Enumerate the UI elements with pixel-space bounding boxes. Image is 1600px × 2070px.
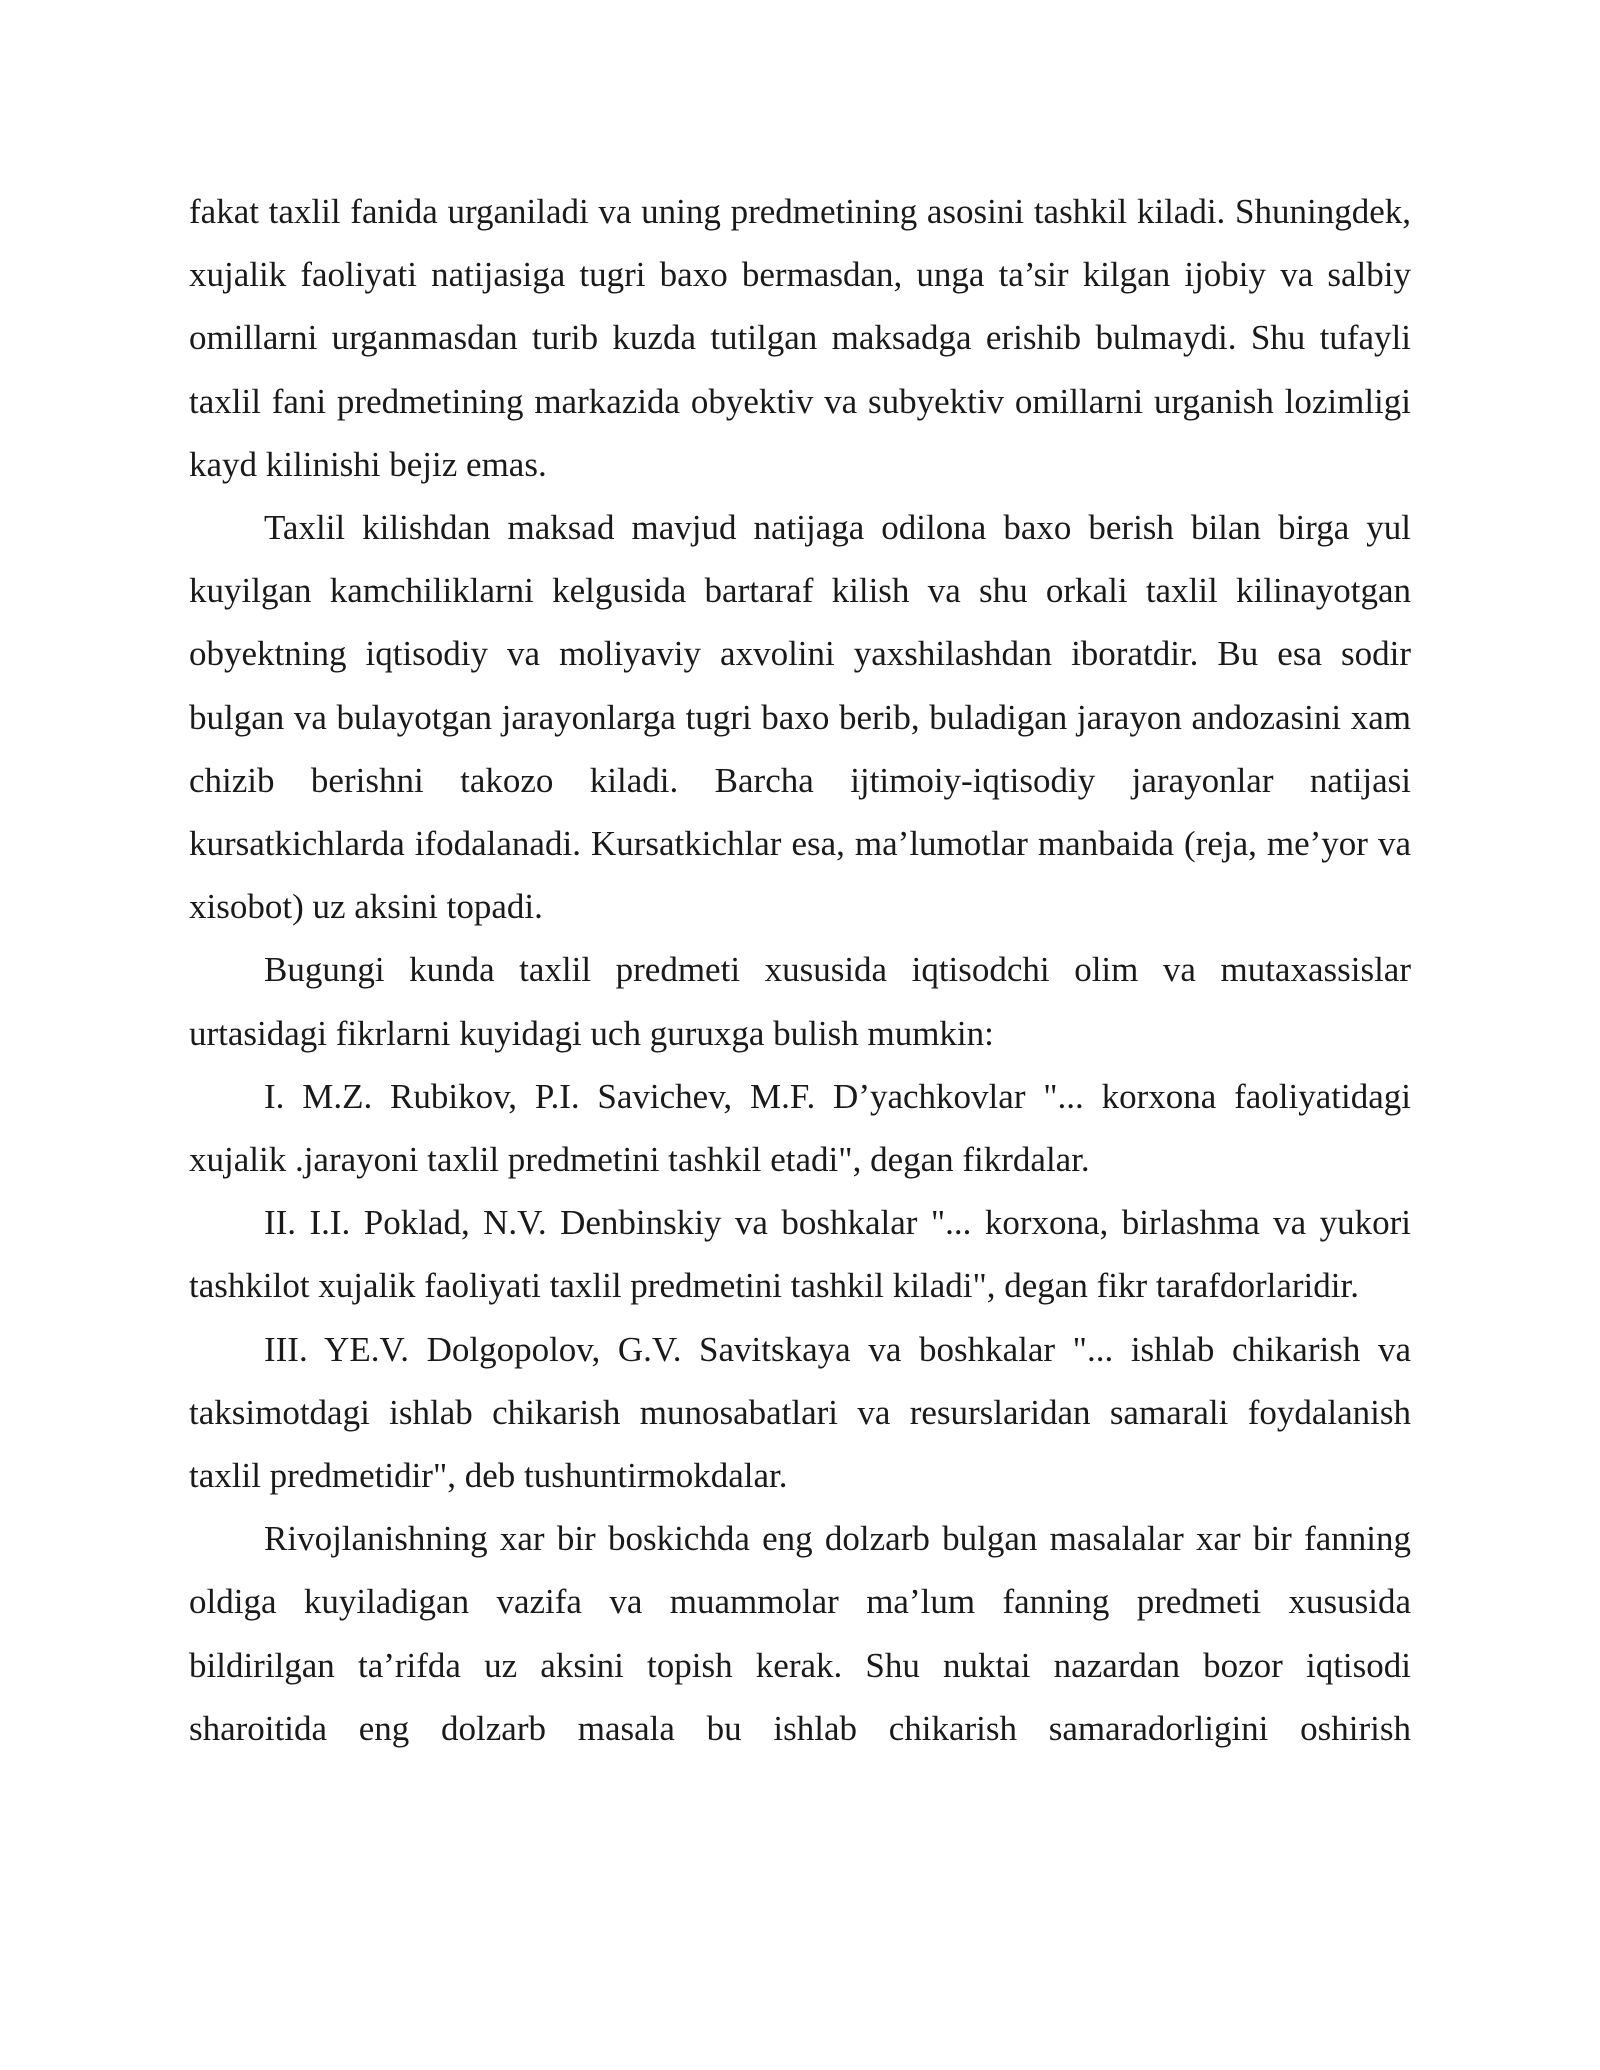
paragraph-group-two: II. I.I. Poklad, N.V. Denbinskiy va boshkalar "... korxona, birlashma va yukori tashkilot xujalik faoliyati taxlil predmetini tashkil kiladi", degan fikr tarafdorlaridir. bbox=[189, 1203, 1411, 1306]
paragraph-group-three: III. YE.V. Dolgopolov, G.V. Savitskaya va boshkalar "... ishlab chikarish va taksimotdagi ishlab chikarish munosabatlari va resurslaridan samarali foydalanish taxlil predmetidir", deb tushuntirmokdalar. bbox=[189, 1329, 1411, 1496]
paragraph-group-one: I. M.Z. Rubikov, P.I. Savichev, M.F. D’yachkovlar "... korxona faoliyatidagi xujalik .jarayoni taxlil predmetini tashkil etadi", degan fikrdalar. bbox=[189, 1076, 1411, 1180]
paragraph-analysis-goal: Taxlil kilishdan maksad mavjud natijaga odilona baxo berish bilan birga yul kuyilgan kamchiliklarni kelgusida bartaraf kilish va shu orkali taxlil kilinayotgan obyektning iqtisodiy va moliyaviy axvolini yaxshilashdan iboratdir. Bu esa sodir bulgan va bulayotgan jarayonlarga tugri baxo berib, buladigan jarayon andozasini xam chizib berishni takozo kiladi. Barcha ijtimoiy-iqtisodiy jarayonlar natijasi kursatkichlarda ifodalanadi. Kursatkichlar esa, ma’lumotlar manbaida (reja, me’yor va xisobot) uz aksini topadi. bbox=[189, 508, 1411, 927]
paragraph-opinion-groups: Bugungi kunda taxlil predmeti xususida iqtisodchi olim va mutaxassislar urtasidagi fikrlarni kuyidagi uch guruxga bulish mumkin: bbox=[189, 950, 1411, 1053]
paragraph-continued: fakat taxlil fanida urganiladi va uning predmetining asosini tashkil kiladi. Shuningdek, xujalik faoliyati natijasiga tugri baxo bermasdan, unga ta’sir kilgan ijobiy va salbiy omillarni urganmasdan turib kuzda tutilgan maksadga erishib bulmaydi. Shu tufayli taxlil fani predmetining markazida obyektiv va subyektiv omillarni urganish lozimligi kayd kilinishi bejiz emas. bbox=[189, 192, 1411, 484]
paragraph-development-stage: Rivojlanishning xar bir boskichda eng dolzarb bulgan masalalar xar bir fanning oldiga kuyiladigan vazifa va muammolar ma’lum fanning predmeti xususida bildirilgan ta’rifda uz aksini topish kerak. Shu nuktai nazardan bozor iqtisodi sharoitida eng dolzarb masala bu ishlab chikarish samaradorligini oshirish bbox=[189, 1519, 1411, 1748]
body-text bbox=[189, 180, 1411, 1760]
